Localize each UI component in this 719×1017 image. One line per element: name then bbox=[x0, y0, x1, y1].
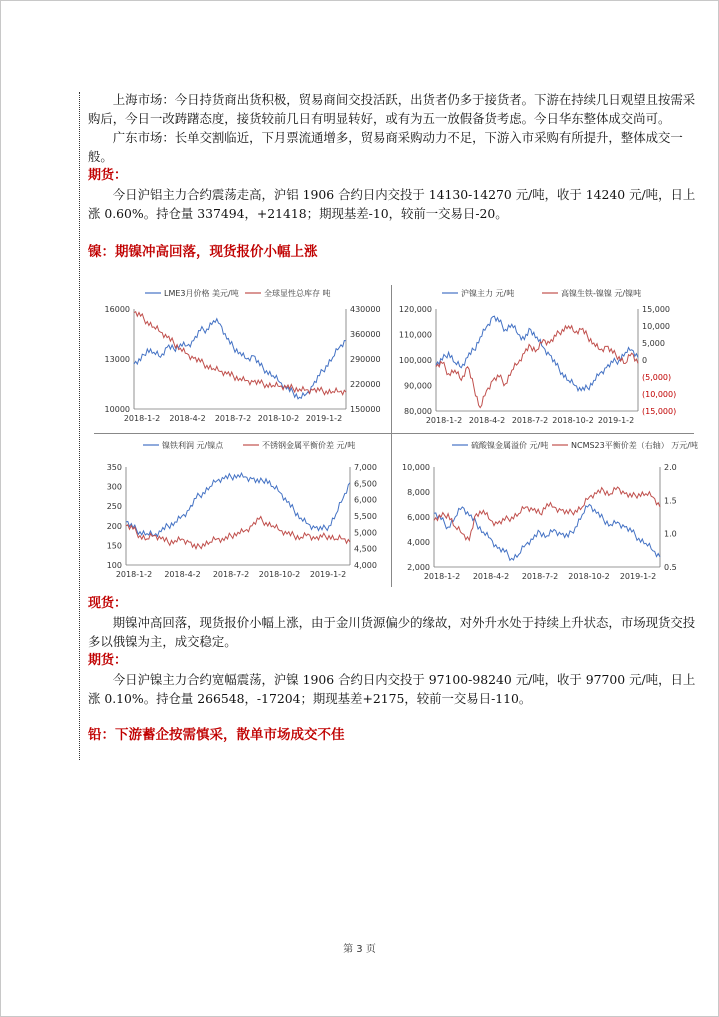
y-right-tick-label: 430000 bbox=[350, 305, 381, 314]
y-left-tick-label: 13000 bbox=[104, 355, 130, 364]
nickel-spot-paragraph: 期镍冲高回落，现货报价小幅上涨，由于金川货源偏少的缘故，对外升水处于持续上升状态，市场现货交投多以俄镍为主，成交稳定。 bbox=[88, 615, 696, 649]
x-tick-label: 2018-10-2 bbox=[568, 572, 610, 581]
lead-section-heading: 铅：下游蓄企按需慎采，散单市场成交不佳 bbox=[88, 727, 345, 743]
x-tick-label: 2019-1-2 bbox=[597, 416, 635, 425]
page-number: 第 3 页 bbox=[343, 944, 376, 955]
x-tick-label: 2018-4-2 bbox=[468, 416, 506, 425]
y-right-tick-label: 360000 bbox=[350, 330, 381, 339]
nickel-futures-label: 期货： bbox=[88, 653, 128, 668]
lme-price-inventory-chart bbox=[94, 285, 390, 432]
series-line-blue bbox=[134, 319, 346, 399]
x-tick-label: 2018-4-2 bbox=[472, 572, 510, 581]
series-line-blue bbox=[126, 473, 350, 536]
y-right-tick-label: 150000 bbox=[350, 405, 381, 414]
y-right-tick-label: 0.5 bbox=[664, 563, 677, 572]
x-tick-label: 2018-10-2 bbox=[552, 416, 594, 425]
y-right-tick-label: 0 bbox=[642, 356, 648, 365]
y-right-tick-label: (15,000) bbox=[642, 407, 677, 416]
aluminum-futures-label: 期货： bbox=[88, 168, 128, 183]
x-tick-label: 2018-7-2 bbox=[212, 570, 250, 579]
x-tick-label: 2018-7-2 bbox=[214, 414, 252, 423]
y-left-tick-label: 100 bbox=[106, 561, 122, 570]
legend-label: 镍铁利润 元/镍点 bbox=[162, 441, 224, 450]
y-left-tick-label: 8,000 bbox=[407, 488, 430, 497]
y-right-tick-label: 4,000 bbox=[354, 561, 377, 570]
legend-label: 硫酸镍金属溢价 元/吨 bbox=[471, 441, 549, 450]
y-left-tick-label: 10,000 bbox=[402, 463, 430, 472]
legend-label: 沪镍主力 元/吨 bbox=[461, 289, 515, 298]
y-right-tick-label: 5,500 bbox=[354, 512, 377, 521]
y-right-tick-label: 6,500 bbox=[354, 479, 377, 489]
nickel-text-body bbox=[88, 594, 696, 745]
x-tick-label: 2018-10-2 bbox=[258, 570, 301, 579]
y-right-tick-label: 1.0 bbox=[664, 529, 677, 539]
x-tick-label: 2018-7-2 bbox=[511, 416, 549, 425]
nickel-spot-label: 现货： bbox=[88, 596, 128, 611]
x-tick-label: 2018-1-2 bbox=[423, 572, 461, 581]
y-left-tick-label: 350 bbox=[106, 463, 122, 472]
y-right-tick-label: (10,000) bbox=[642, 390, 677, 399]
y-right-tick-label: 5,000 bbox=[642, 339, 665, 348]
y-left-tick-label: 250 bbox=[106, 502, 122, 512]
y-left-tick-label: 2,000 bbox=[407, 563, 430, 572]
y-left-tick-label: 10000 bbox=[104, 405, 130, 414]
y-left-tick-label: 120,000 bbox=[398, 305, 432, 314]
nickel-charts-grid bbox=[94, 285, 698, 587]
margin-dotted-line bbox=[79, 92, 80, 760]
x-tick-label: 2018-1-2 bbox=[115, 570, 153, 579]
guangdong-market-paragraph: 广东市场：长单交割临近，下月票流通增多，贸易商采购动力不足，下游入市采购有所提升，整体成交一般。 bbox=[88, 130, 683, 164]
y-left-tick-label: 4,000 bbox=[407, 538, 430, 547]
y-left-tick-label: 90,000 bbox=[404, 381, 432, 391]
x-tick-label: 2018-10-2 bbox=[257, 414, 300, 423]
y-right-tick-label: 7,000 bbox=[354, 463, 377, 472]
nickel-futures-paragraph: 今日沪镍主力合约宽幅震荡，沪镍 1906 合约日内交投于 97100-98240 元/吨，收于 97700 元/吨，日上涨 0.10%。持仓量 266548，-17204；期现基差+2175，较前一交易日-110。 bbox=[88, 672, 696, 706]
y-right-tick-label: 290000 bbox=[350, 355, 381, 364]
y-left-tick-label: 100,000 bbox=[398, 356, 432, 365]
y-right-tick-label: 220000 bbox=[350, 380, 381, 389]
x-tick-label: 2018-1-2 bbox=[425, 416, 463, 425]
legend-label: LME3月价格 美元/吨 bbox=[164, 289, 239, 298]
shanghai-market-paragraph: 上海市场：今日持货商出货积极，贸易商间交投活跃，出货者仍多于接货者。下游在持续几日观望且按需采购后，今日一改踌躇态度，接货较前几日有明显转好，或有为五一放假备货考虑。今日华东整体成交尚可。 bbox=[88, 92, 696, 126]
y-right-tick-label: 6,000 bbox=[354, 495, 377, 505]
y-right-tick-label: 2.0 bbox=[664, 463, 677, 472]
legend-label: 不锈钢金属平衡价差 元/吨 bbox=[262, 441, 356, 450]
nickel-section-heading: 镍：期镍冲高回落，现货报价小幅上涨 bbox=[88, 244, 318, 260]
x-tick-label: 2018-7-2 bbox=[521, 572, 559, 581]
x-tick-label: 2019-1-2 bbox=[309, 570, 347, 579]
x-tick-label: 2019-1-2 bbox=[619, 572, 657, 581]
y-left-tick-label: 16000 bbox=[104, 305, 130, 314]
x-tick-label: 2018-4-2 bbox=[169, 414, 206, 423]
legend-label: 高镍生铁-镍镍 元/镍吨 bbox=[561, 289, 642, 298]
y-right-tick-label: 15,000 bbox=[642, 305, 670, 314]
y-left-tick-label: 150 bbox=[106, 541, 122, 551]
nickel-sulfate-premium-chart bbox=[394, 437, 698, 587]
aluminum-futures-paragraph: 今日沪铝主力合约震荡走高，沪铝 1906 合约日内交投于 14130-14270 元/吨，收于 14240 元/吨，日上涨 0.60%。持仓量 337494，+21418；期现基差-10，较前一交易日-20。 bbox=[88, 187, 696, 221]
y-left-tick-label: 6,000 bbox=[407, 513, 430, 522]
y-left-tick-label: 300 bbox=[106, 482, 122, 492]
legend-label: 全球显性总库存 吨 bbox=[264, 289, 331, 298]
chart-separator-horizontal bbox=[94, 433, 694, 434]
y-right-tick-label: 1.5 bbox=[664, 496, 677, 506]
chart-separator-vertical bbox=[391, 285, 392, 587]
y-right-tick-label: 5,000 bbox=[354, 528, 377, 538]
legend-label: NCMS23平衡价差（右轴） 万元/吨 bbox=[571, 441, 698, 450]
series-line-blue bbox=[434, 505, 660, 561]
y-right-tick-label: (5,000) bbox=[642, 373, 672, 382]
npi-profit-stainless-spread-chart bbox=[94, 437, 390, 587]
x-tick-label: 2018-1-2 bbox=[123, 414, 161, 423]
y-right-tick-label: 10,000 bbox=[642, 322, 670, 331]
y-left-tick-label: 200 bbox=[106, 521, 122, 531]
shfe-nickel-npi-spread-chart bbox=[394, 285, 692, 432]
series-line-red bbox=[126, 517, 350, 549]
y-left-tick-label: 80,000 bbox=[404, 407, 432, 416]
report-body bbox=[88, 88, 696, 262]
x-tick-label: 2018-4-2 bbox=[164, 570, 201, 579]
y-left-tick-label: 110,000 bbox=[398, 330, 432, 340]
y-right-tick-label: 4,500 bbox=[354, 544, 377, 554]
x-tick-label: 2019-1-2 bbox=[305, 414, 343, 423]
series-line-blue bbox=[436, 316, 638, 391]
